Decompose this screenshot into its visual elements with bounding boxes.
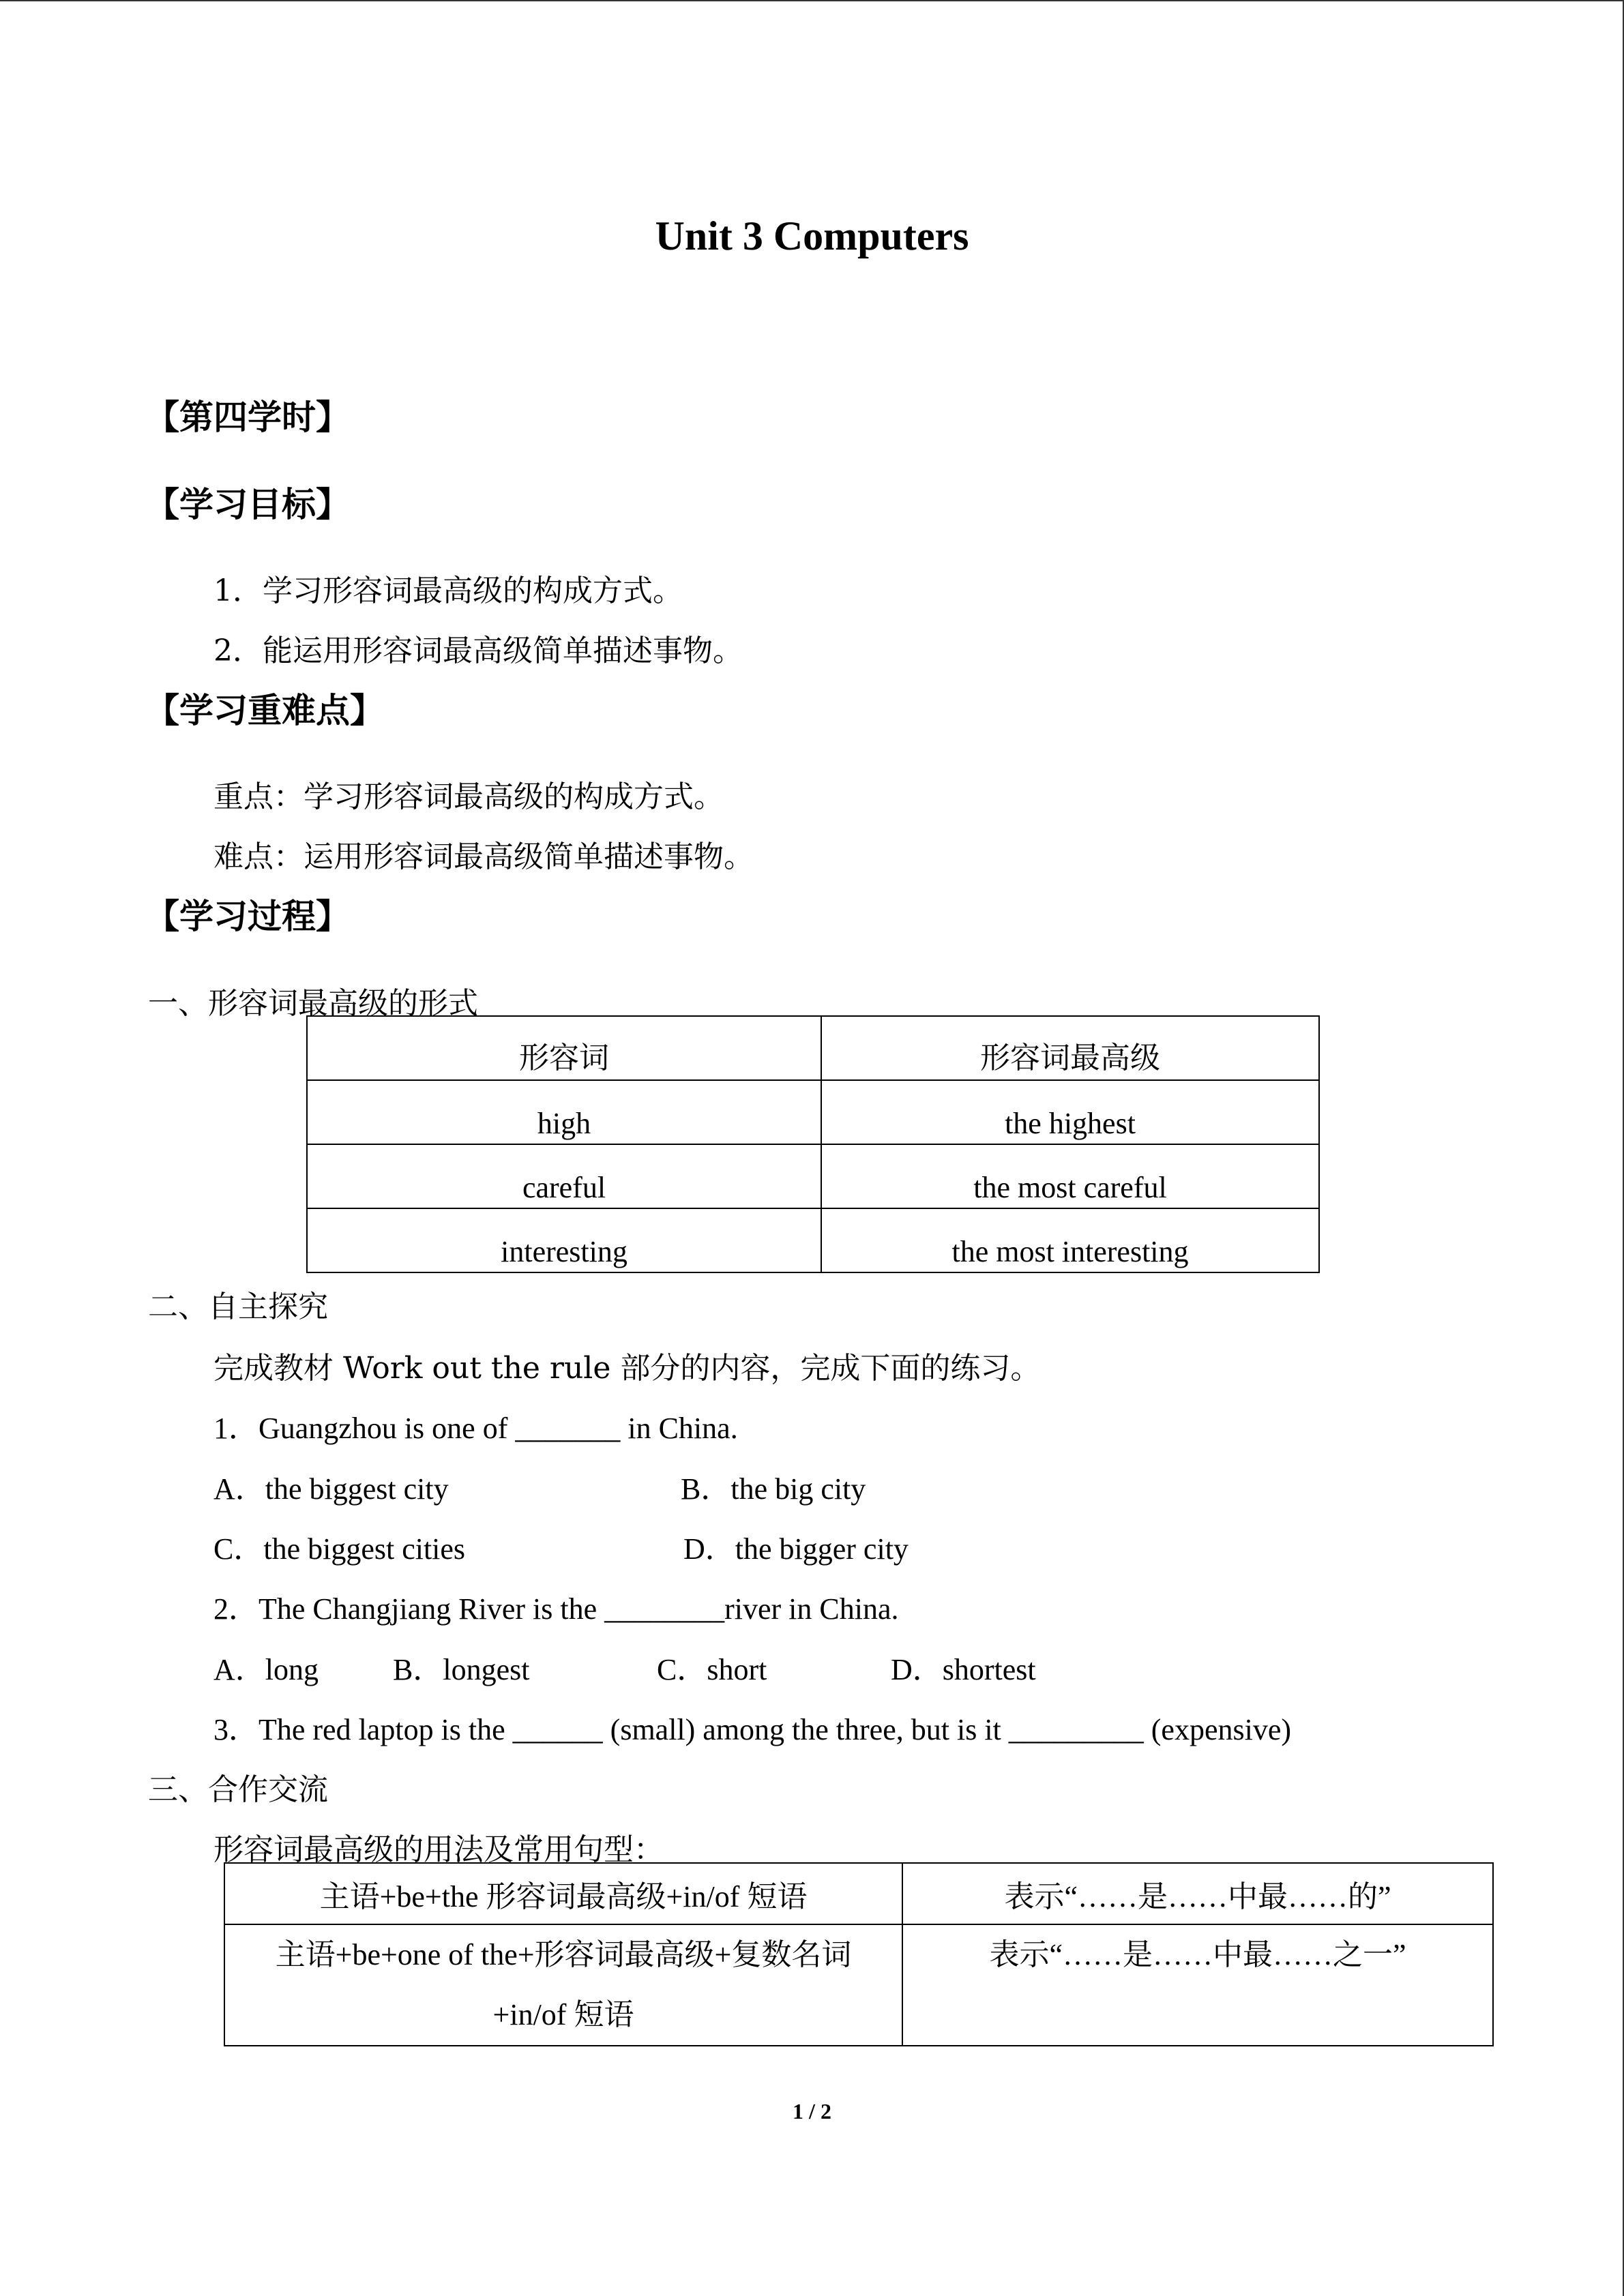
table-cell: high [307, 1080, 821, 1144]
table-cell: interesting [307, 1208, 821, 1272]
document-title: Unit 3 Computers [655, 213, 969, 258]
process-heading: 【学习过程】 [145, 897, 350, 936]
q1-option-c: C．the biggest cities [213, 1532, 466, 1566]
table-row [307, 1080, 1319, 1144]
question-3: 3．The red laptop is the ______ (small) among the three, but is it _________ (expensive) [213, 1713, 1292, 1746]
pattern-line-2: +in/of 短语 [492, 1998, 634, 2031]
key-point: 重点：学习形容词最高级的构成方式。 [213, 779, 724, 814]
table-cell: the most careful [821, 1144, 1319, 1208]
lesson-heading: 【第四学时】 [145, 398, 350, 437]
section1-title: 一、形容词最高级的形式 [148, 986, 478, 1021]
q2-option-a: A．long [213, 1653, 319, 1686]
question-2: 2．The Changjiang River is the ________river in China. [213, 1592, 899, 1626]
table-row [224, 1924, 1493, 2046]
q2-option-d: D．shortest [891, 1653, 1036, 1686]
pattern-line-1: 主语+be+one of the+形容词最高级+复数名词 [275, 1938, 852, 1971]
objectives-heading: 【学习目标】 [145, 485, 350, 524]
difficult-point: 难点：运用形容词最高级简单描述事物。 [213, 839, 754, 874]
q1-option-a: A．the biggest city [213, 1472, 449, 1506]
superlative-forms-table [306, 1015, 1320, 1273]
page-number: 1 / 2 [793, 2099, 831, 2123]
table-row [224, 1863, 1493, 1924]
key-points-heading: 【学习重难点】 [145, 691, 384, 730]
table-header-cell: 形容词 [307, 1016, 821, 1080]
section3-title: 三、合作交流 [148, 1772, 328, 1807]
objective-item-2: 2．能运用形容词最高级简单描述事物。 [213, 633, 743, 668]
q2-option-b: B．longest [393, 1653, 530, 1686]
superlative-usage-table [224, 1862, 1494, 2046]
table-cell: 表示“……是……中最……的” [902, 1863, 1493, 1924]
section2-intro: 完成教材 Work out the rule 部分的内容，完成下面的练习。 [213, 1351, 1041, 1386]
table-cell [224, 1924, 902, 2046]
table-cell: the highest [821, 1080, 1319, 1144]
table-row [307, 1208, 1319, 1272]
q1-option-b: B．the big city [681, 1472, 866, 1506]
table-header-row [307, 1016, 1319, 1080]
table-header-cell: 形容词最高级 [821, 1016, 1319, 1080]
section3-intro: 形容词最高级的用法及常用句型： [213, 1832, 664, 1867]
table-row [307, 1144, 1319, 1208]
q2-option-c: C．short [657, 1653, 767, 1686]
table-cell: 主语+be+the 形容词最高级+in/of 短语 [224, 1863, 902, 1924]
table-cell: careful [307, 1144, 821, 1208]
table-cell: the most interesting [821, 1208, 1319, 1272]
section2-title: 二、自主探究 [148, 1289, 328, 1324]
objective-item-1: 1．学习形容词最高级的构成方式。 [213, 573, 683, 608]
q1-option-d: D．the bigger city [683, 1532, 909, 1566]
table-cell: 表示“……是……中最……之一” [902, 1924, 1493, 2046]
question-1: 1．Guangzhou is one of _______ in China. [213, 1412, 738, 1445]
